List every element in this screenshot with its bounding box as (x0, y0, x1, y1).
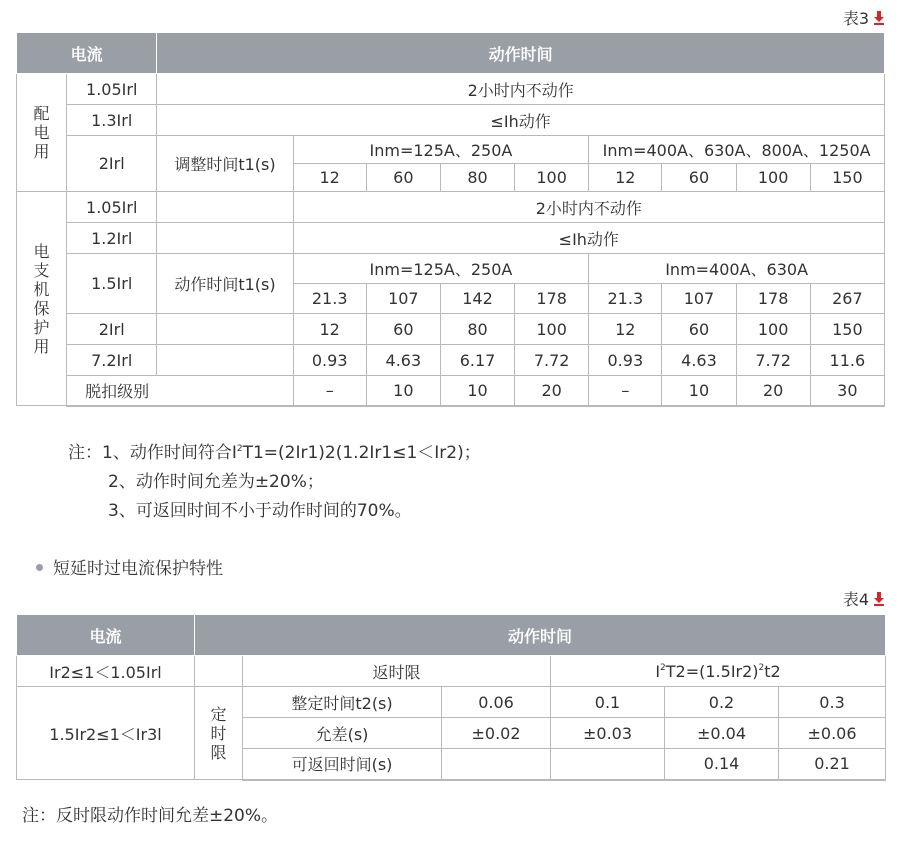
t4-setting-value: 0.1 (551, 687, 665, 718)
t4-setting-value: 0.06 (442, 687, 551, 718)
dist-row3-label: 调整时间t1(s) (157, 136, 293, 192)
motor-value: 20 (515, 376, 589, 406)
note1-prefix: 注：1、动作时间符合I (68, 443, 237, 463)
motor-row2-empty (157, 223, 293, 254)
motor-row4-empty (157, 314, 293, 345)
formula-mid: T2=(1.5Ir2) (665, 661, 759, 681)
motor-row1-value: 2小时内不动作 (293, 192, 884, 223)
motor-value: 12 (589, 314, 662, 345)
note1-rest: T1=(2Ir1)2(1.2Ir1≤1＜Ir2)； (242, 443, 481, 463)
dist-value: 100 (515, 164, 589, 192)
table4-caption-text: 表4 (842, 590, 869, 609)
motor-value: – (293, 376, 366, 406)
motor-row5-current: 7.2Irl (67, 345, 157, 376)
dist-value: 60 (662, 164, 736, 192)
motor-value: 107 (662, 284, 736, 314)
dist-value: 12 (589, 164, 662, 192)
t4-return-value (551, 749, 665, 780)
dist-value: 60 (366, 164, 440, 192)
motor-value: 100 (736, 314, 810, 345)
motor-value: 4.63 (662, 345, 736, 376)
dist-row2-value: ≤Ih动作 (157, 105, 885, 136)
table3-note-3: 3、可返回时间不小于动作时间的70%。 (108, 501, 412, 521)
t4-tolerance-value: ±0.06 (779, 718, 886, 749)
motor-value: 10 (440, 376, 514, 406)
motor-group-label: 电支机保护用 (17, 192, 67, 406)
dist-row1-value: 2小时内不动作 (157, 74, 885, 105)
motor-row5-empty (157, 345, 293, 376)
motor-value: 7.72 (515, 345, 589, 376)
table4-header-action-time: 动作时间 (195, 615, 886, 656)
motor-value: 4.63 (366, 345, 440, 376)
t4-tolerance-value: ±0.04 (665, 718, 779, 749)
t4-row2-current: 1.5Ir2≤1＜Ir3l (17, 687, 195, 780)
motor-value: 80 (440, 314, 514, 345)
t4-row1-current: Ir2≤1＜1.05Irl (17, 656, 195, 687)
motor-value: – (589, 376, 662, 406)
t4-return-value: 0.21 (779, 749, 886, 780)
table3-header-action-time: 动作时间 (157, 33, 885, 74)
formula-prefix: I (655, 661, 661, 681)
table3-note-2: 2、动作时间允差为±20%； (108, 472, 324, 492)
dist-row2-current: 1.3Irl (67, 105, 157, 136)
table3-header-current: 电流 (17, 33, 157, 74)
t4-setting-value: 0.2 (665, 687, 779, 718)
motor-value: 21.3 (293, 284, 366, 314)
motor-value: 178 (736, 284, 810, 314)
motor-value: 21.3 (589, 284, 662, 314)
motor-value: 0.93 (293, 345, 366, 376)
motor-row3-current: 1.5Irl (67, 254, 157, 314)
formula-sup2: 2 (758, 662, 765, 673)
dist-value: 150 (810, 164, 884, 192)
dist-row1-current: 1.05Irl (67, 74, 157, 105)
dist-value: 12 (293, 164, 366, 192)
motor-value: 0.93 (589, 345, 662, 376)
motor-value: 11.6 (810, 345, 884, 376)
motor-row3-group-b: Inm=400A、630A (589, 254, 885, 284)
motor-value: 100 (515, 314, 589, 345)
table3-note-1 (68, 438, 481, 463)
motor-row4-current: 2Irl (67, 314, 157, 345)
table4-note: 注：反时限动作时间允差±20%。 (22, 806, 279, 826)
dist-value: 80 (440, 164, 514, 192)
dist-row3-current: 2Irl (67, 136, 157, 192)
table4-caption (843, 587, 885, 610)
motor-value: 12 (293, 314, 366, 345)
distribution-group-label: 配电用 (17, 74, 67, 192)
t4-row1-formula (551, 656, 886, 687)
motor-value: 30 (810, 376, 884, 406)
dist-value: 100 (736, 164, 810, 192)
t4-return-label: 可返回时间(s) (243, 749, 442, 780)
formula-sup1: 2 (660, 662, 666, 673)
motor-value: 10 (662, 376, 736, 406)
motor-row1-empty (157, 192, 293, 223)
t4-row1-empty (195, 656, 243, 687)
dist-row3-group-b: Inm=400A、630A、800A、1250A (589, 136, 885, 164)
table4-header-current: 电流 (17, 615, 195, 656)
dist-row3-group-a: Inm=125A、250A (293, 136, 589, 164)
t4-tolerance-value: ±0.03 (551, 718, 665, 749)
motor-value: 10 (366, 376, 440, 406)
motor-row2-current: 1.2Irl (67, 223, 157, 254)
motor-value: 178 (515, 284, 589, 314)
section-title-text: 短延时过电流保护特性 (53, 559, 223, 579)
t4-setting-label: 整定时间t2(s) (243, 687, 442, 718)
motor-value: 60 (366, 314, 440, 345)
table3-caption-text: 表3 (842, 9, 869, 28)
note1-sup: 2 (236, 444, 243, 454)
t4-tolerance-label: 允差(s) (243, 718, 442, 749)
table4 (16, 614, 886, 781)
motor-value: 142 (440, 284, 514, 314)
table3-caption (843, 6, 885, 29)
motor-row2-value: ≤Ih动作 (293, 223, 884, 254)
t4-return-value (442, 749, 551, 780)
table3 (16, 32, 885, 407)
download-icon[interactable] (873, 592, 885, 606)
t4-tolerance-value: ±0.02 (442, 718, 551, 749)
formula-end: t2 (764, 661, 781, 681)
motor-value: 107 (366, 284, 440, 314)
bullet-icon (36, 564, 43, 571)
section-title (36, 554, 223, 579)
motor-value: 150 (810, 314, 884, 345)
motor-value: 6.17 (440, 345, 514, 376)
motor-value: 7.72 (736, 345, 810, 376)
download-icon[interactable] (873, 11, 885, 25)
motor-row3-label: 动作时间t1(s) (157, 254, 293, 314)
motor-row1-current: 1.05Irl (67, 192, 157, 223)
motor-value: 267 (810, 284, 884, 314)
t4-row2-group-label: 定时限 (195, 687, 243, 780)
motor-value: 20 (736, 376, 810, 406)
t4-return-value: 0.14 (665, 749, 779, 780)
t4-setting-value: 0.3 (779, 687, 886, 718)
motor-row3-group-a: Inm=125A、250A (293, 254, 589, 284)
t4-row1-label: 返时限 (243, 656, 551, 687)
motor-row6-label: 脱扣级别 (67, 376, 294, 406)
motor-value: 60 (662, 314, 736, 345)
